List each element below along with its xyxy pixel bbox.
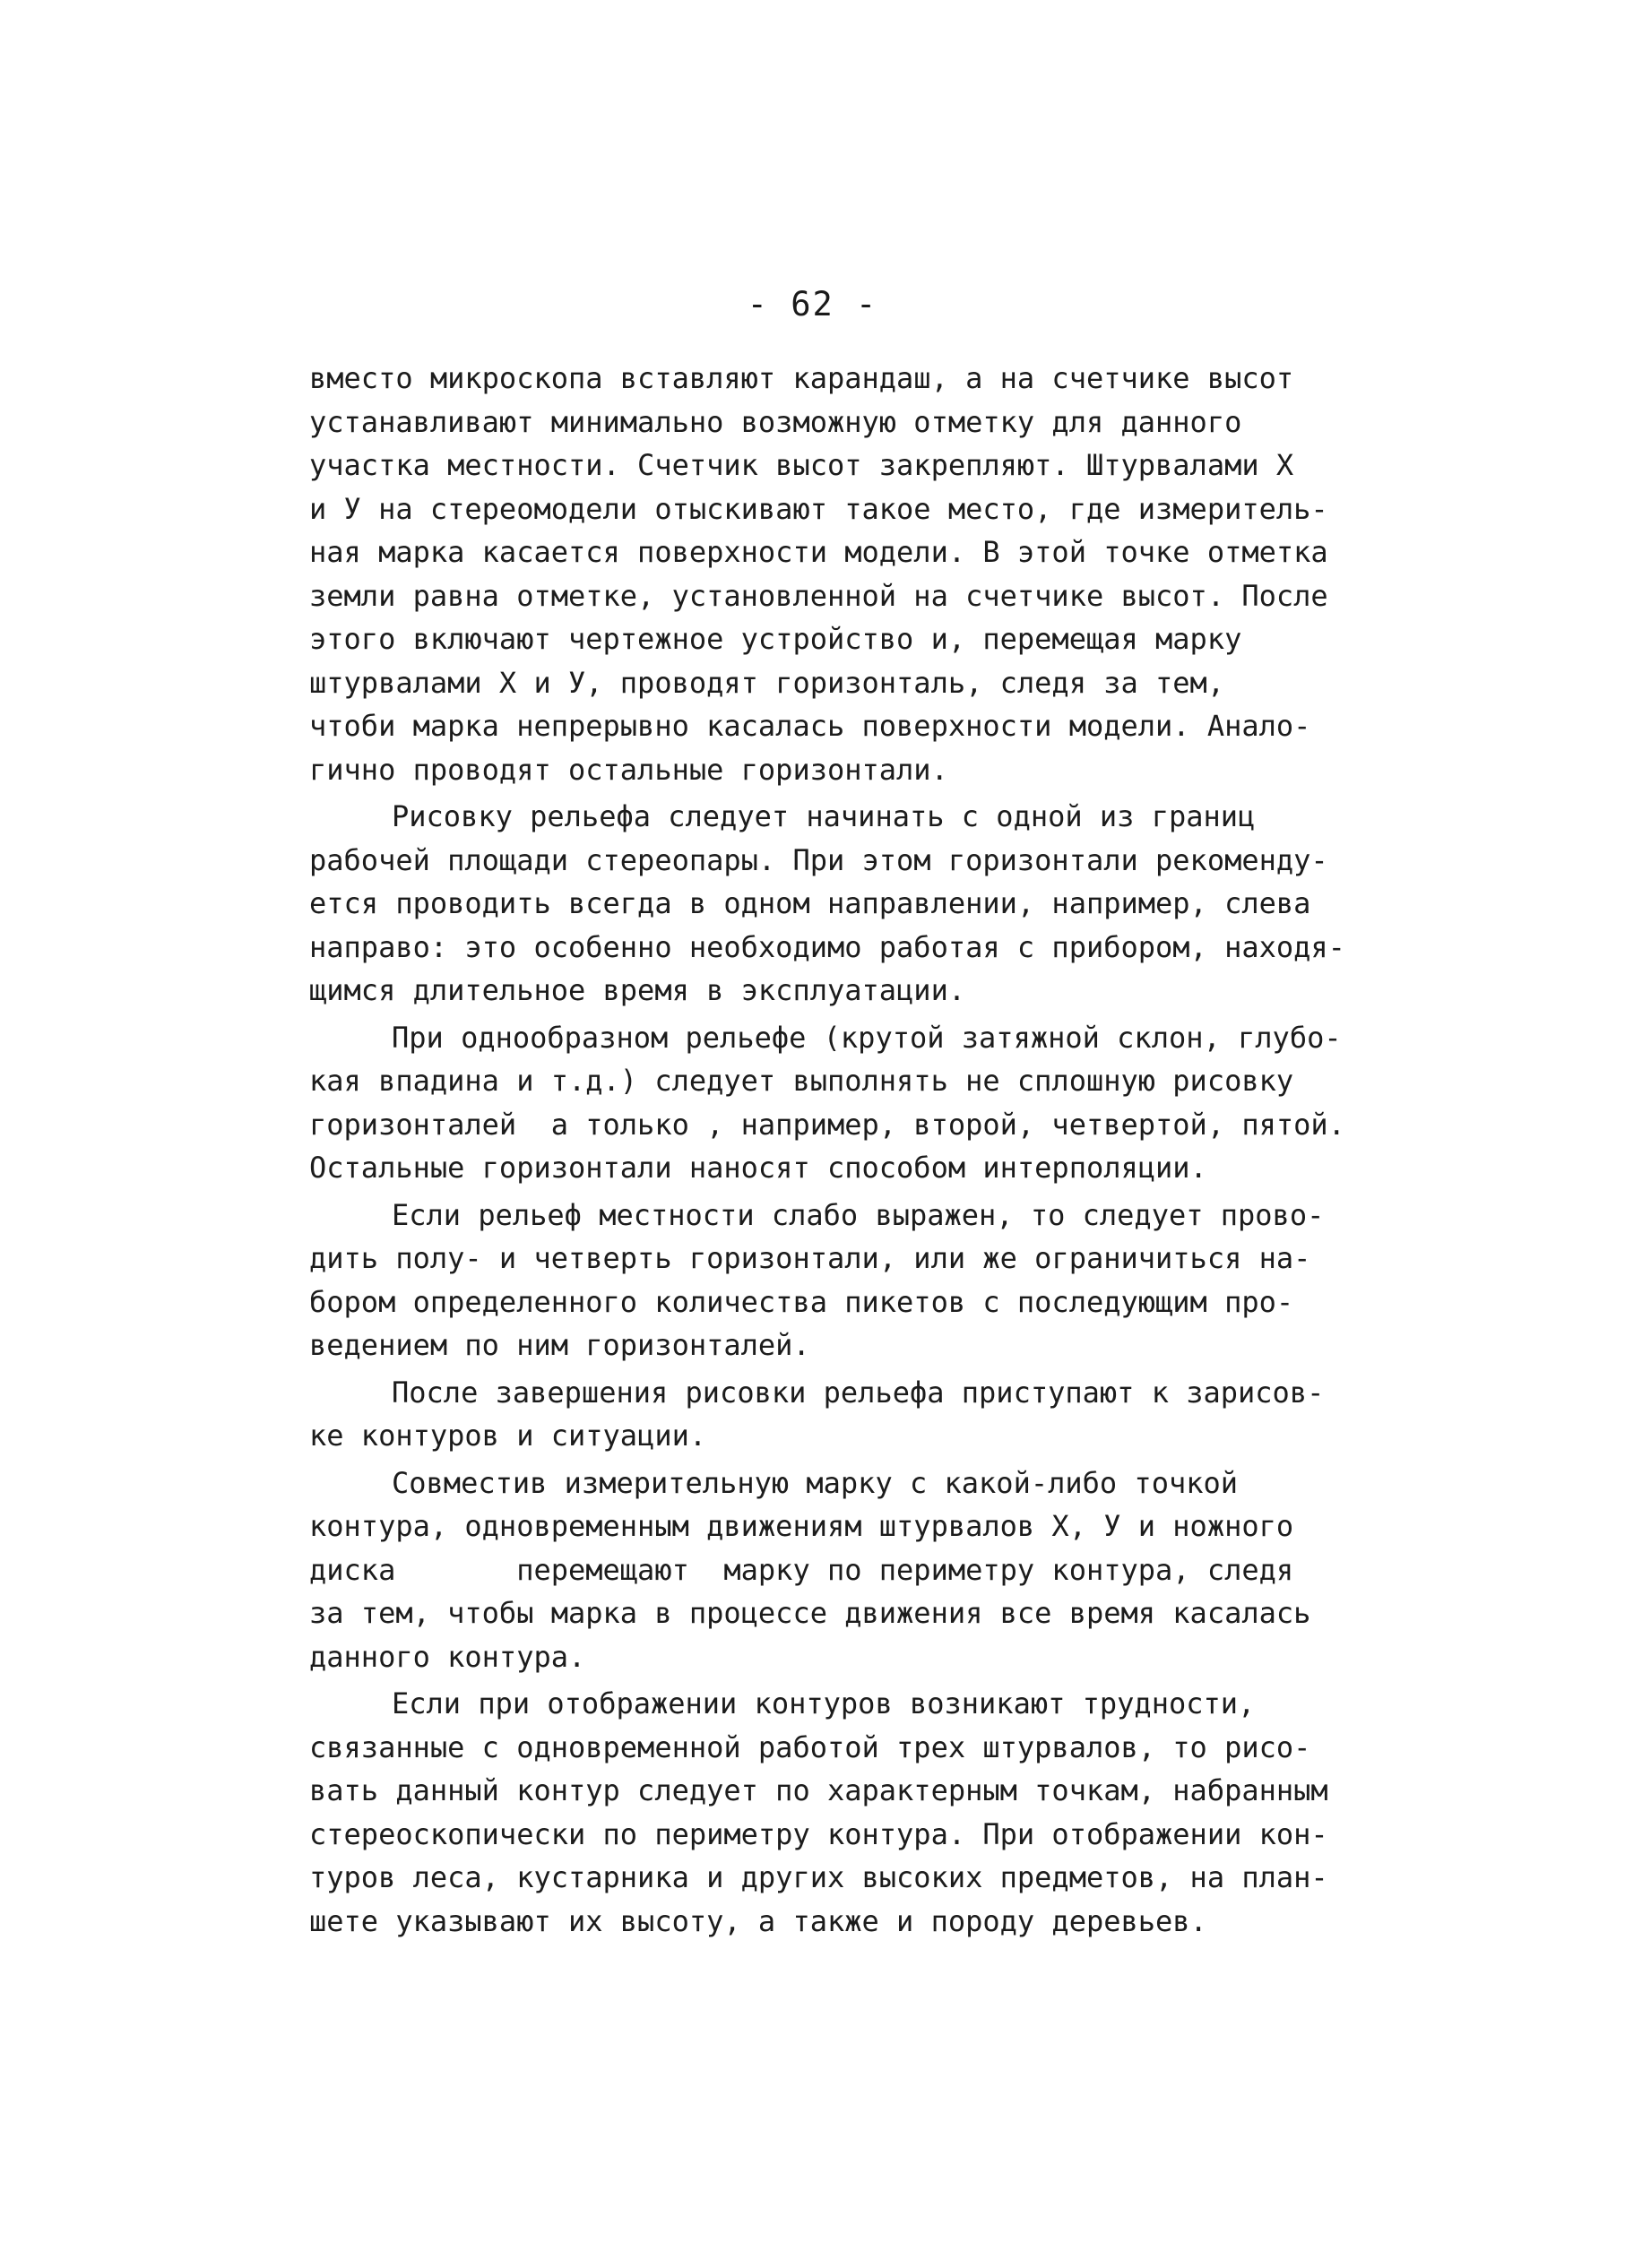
text-line: туров леса, кустарника и других высоких предметов, на план- [309,1860,1328,1894]
text-line: связанные с одновременной работой трех штурвалов, то рисо- [309,1729,1311,1764]
text-line: При однообразном рельефе (крутой затяжной склон, глубо- [392,1020,1342,1055]
text-line: направо: это особенно необходимо работая с прибором, находя- [309,929,1345,964]
text-line: Совместив измерительную марку с какой-либо точкой [392,1465,1239,1500]
paragraph-6 [309,1462,1412,1679]
body-text [309,357,1412,1946]
text-line: ведением по ним горизонталей. [309,1328,810,1362]
text-line: чтоби марка непрерывно касалась поверхности модели. Анало- [309,709,1311,743]
text-line: участка местности. Счетчик высот закрепляют. Штурвалами X [309,448,1294,482]
text-line: устанавливают минимально возможную отметку для данного [309,404,1242,439]
text-line: данного контура. [309,1639,586,1674]
text-line: Остальные горизонтали наносят способом интерполяции. [309,1151,1207,1185]
text-line: Рисовку рельефа следует начинать с одной из границ [392,799,1256,833]
text-line: горизонталей а только , например, второй, четвертой, пятой. [309,1107,1345,1142]
text-line: контура, одновременным движениям штурвалов X, У и ножного [309,1509,1294,1543]
text-line: стереоскопически по периметру контура. При отображении кон- [309,1816,1328,1851]
text-line: Если при отображении контуров возникают трудности, [392,1686,1256,1720]
paragraph-5 [309,1371,1412,1458]
text-line: дить полу- и четверть горизонтали, или же ограничиться на- [309,1241,1311,1275]
text-line: штурвалами X и У, проводят горизонталь, следя за тем, [309,665,1225,700]
text-line: диска перемещают марку по периметру контура, следя [309,1552,1294,1587]
text-line: земли равна отметке, установленной на счетчике высот. После [309,578,1328,613]
text-line: шете указывают их высоту, а также и породу деревьев. [309,1903,1207,1938]
paragraph-4 [309,1194,1412,1367]
text-line: ется проводить всегда в одном направлении, например, слева [309,886,1311,920]
paragraph-2 [309,795,1412,1013]
text-line: вместо микроскопа вставляют карандаш, а на счетчике высот [309,361,1294,395]
text-line: и У на стереомодели отыскивают такое место, где измеритель- [309,491,1328,526]
page-number: - 62 - [747,285,878,323]
text-line: ная марка касается поверхности модели. В этой точке отметка [309,535,1328,569]
text-line: щимся длительное время в эксплуатации. [309,973,966,1007]
text-line: вать данный контур следует по характерным точкам, набранным [309,1773,1328,1807]
text-line: гично проводят остальные горизонтали. [309,752,948,787]
text-line: ке контуров и ситуации. [309,1419,707,1453]
text-line: После завершения рисовки рельефа приступают к зарисов- [392,1375,1325,1410]
paragraph-3 [309,1016,1412,1190]
text-line: этого включают чертежное устройство и, перемещая марку [309,622,1242,656]
text-line: за тем, чтобы марка в процессе движения все время касалась [309,1596,1311,1630]
text-line: бором определенного количества пикетов с последующим про- [309,1284,1294,1319]
text-line: кая впадина и т.д.) следует выполнять не сплошную рисовку [309,1064,1294,1098]
paragraph-7 [309,1682,1412,1943]
paragraph-1 [309,357,1412,791]
text-line: Если рельеф местности слабо выражен, то следует прово- [392,1197,1325,1232]
text-line: рабочей площади стереопары. При этом горизонтали рекоменду- [309,842,1328,877]
